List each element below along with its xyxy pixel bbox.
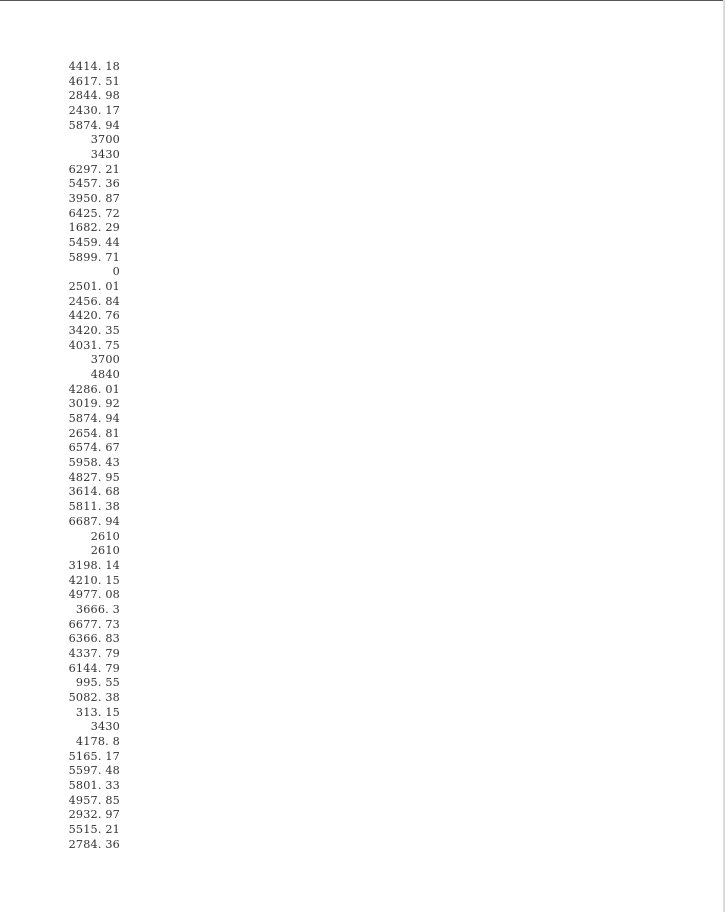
- number-cell: 6144. 79: [68, 661, 120, 675]
- number-cell: 5874. 94: [68, 412, 120, 426]
- number-cell: 2430. 17: [68, 104, 120, 118]
- number-column: [60, 60, 120, 852]
- number-cell: 6687. 94: [68, 514, 120, 528]
- number-cell: 6297. 21: [68, 162, 120, 176]
- number-cell: 5165. 17: [68, 749, 120, 763]
- number-cell: 4827. 95: [68, 470, 120, 484]
- number-cell: 5082. 38: [68, 690, 120, 704]
- number-cell: 3700: [90, 353, 120, 367]
- number-cell: 2932. 97: [68, 808, 120, 822]
- number-cell: 4977. 08: [68, 588, 120, 602]
- number-cell: 6677. 73: [68, 617, 120, 631]
- number-cell: 3019. 92: [68, 397, 120, 411]
- number-cell: 4178. 8: [75, 734, 120, 748]
- number-cell: 3198. 14: [68, 558, 120, 572]
- number-cell: 2501. 01: [68, 280, 120, 294]
- number-cell: 5899. 71: [68, 250, 120, 264]
- number-cell: 0: [112, 265, 120, 279]
- number-cell: 4031. 75: [68, 338, 120, 352]
- number-cell: 3950. 87: [68, 192, 120, 206]
- number-cell: 5457. 36: [68, 177, 120, 191]
- number-cell: 2784. 36: [68, 837, 120, 851]
- number-cell: 5459. 44: [68, 236, 120, 250]
- page-top-border: [0, 0, 725, 1]
- number-cell: 2844. 98: [68, 89, 120, 103]
- number-cell: 5515. 21: [68, 822, 120, 836]
- number-cell: 6574. 67: [68, 441, 120, 455]
- number-cell: 3430: [90, 720, 120, 734]
- number-cell: 313. 15: [75, 705, 120, 719]
- number-cell: 5801. 33: [68, 778, 120, 792]
- number-cell: 6366. 83: [68, 632, 120, 646]
- number-cell: 2610: [90, 529, 120, 543]
- number-cell: 2456. 84: [68, 294, 120, 308]
- number-cell: 2654. 81: [68, 426, 120, 440]
- number-cell: 3666. 3: [75, 602, 120, 616]
- number-cell: 1682. 29: [68, 221, 120, 235]
- number-cell: 5597. 48: [68, 764, 120, 778]
- number-cell: 5958. 43: [68, 456, 120, 470]
- number-cell: 2610: [90, 544, 120, 558]
- number-cell: 4957. 85: [68, 793, 120, 807]
- number-cell: 4210. 15: [68, 573, 120, 587]
- number-cell: 5874. 94: [68, 118, 120, 132]
- number-cell: 3430: [90, 148, 120, 162]
- number-cell: 6425. 72: [68, 206, 120, 220]
- number-cell: 3614. 68: [68, 485, 120, 499]
- number-cell: 4337. 79: [68, 646, 120, 660]
- number-cell: 4286. 01: [68, 382, 120, 396]
- number-cell: 3420. 35: [68, 324, 120, 338]
- number-cell: 4420. 76: [68, 309, 120, 323]
- number-cell: 4617. 51: [68, 74, 120, 88]
- number-cell: 4414. 18: [68, 60, 120, 73]
- number-cell: 995. 55: [75, 676, 120, 690]
- number-cell: 3700: [90, 133, 120, 147]
- number-cell: 5811. 38: [68, 500, 120, 514]
- number-cell: 4840: [90, 368, 120, 382]
